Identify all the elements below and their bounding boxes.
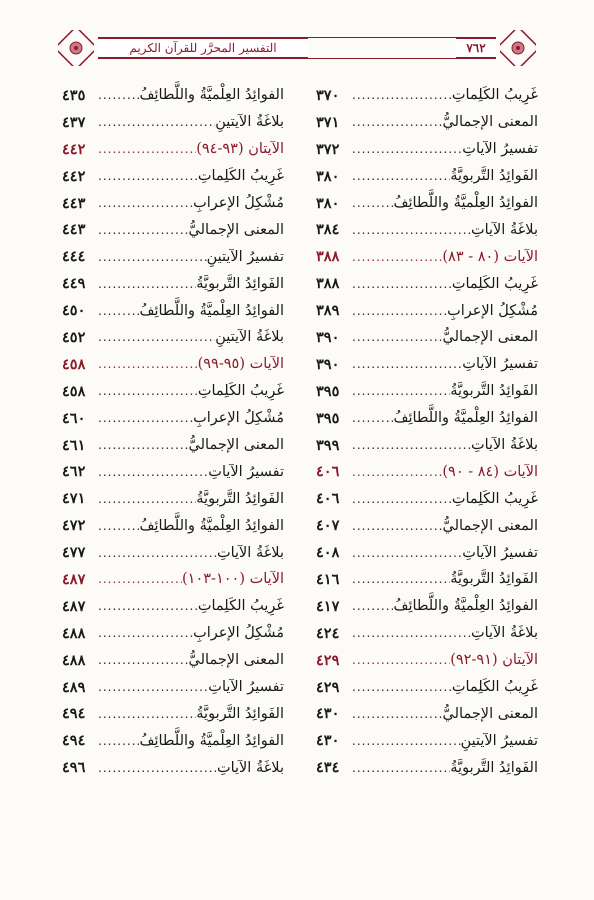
dot-leader — [350, 88, 452, 102]
dot-leader — [96, 384, 198, 398]
toc-entry-page: ٣٨٨ — [316, 275, 340, 293]
toc-entry — [316, 593, 538, 620]
toc-entry-page: ٤٩٤ — [62, 705, 86, 723]
dot-leader — [350, 250, 442, 264]
toc-entry-title: الفَوائِدُ التَّربويَّةُ — [450, 759, 538, 776]
toc-entry — [316, 190, 538, 217]
page-header — [58, 30, 536, 66]
toc-section-heading — [62, 566, 284, 593]
toc-entry — [316, 378, 538, 405]
toc-entry-page: ٣٩٠ — [316, 355, 340, 373]
toc-entry — [62, 82, 284, 109]
toc-entry-page: ٤٩٦ — [62, 759, 86, 777]
toc-entry-page: ٤٧٧ — [62, 544, 86, 562]
dot-leader — [350, 626, 471, 640]
toc-entry-page: ٤١٦ — [316, 570, 340, 588]
toc-entry — [316, 566, 538, 593]
toc-section-heading — [316, 647, 538, 674]
toc-entry — [62, 727, 284, 754]
toc-entry-page: ٤٠٦ — [316, 463, 340, 481]
toc-entry-title: غَرِيبُ الكَلِماتِ — [197, 598, 284, 615]
dot-leader — [350, 546, 462, 560]
toc-entry — [316, 754, 538, 781]
toc-entry-page: ٤٣٥ — [62, 86, 86, 104]
toc-entry-page: ٤٠٨ — [316, 544, 340, 562]
toc-entry-title: المعنى الإجماليُّ — [188, 221, 284, 238]
toc-entry — [316, 539, 538, 566]
dot-leader — [96, 761, 217, 775]
toc-entry — [62, 620, 284, 647]
dot-leader — [350, 465, 442, 479]
dot-leader — [96, 680, 208, 694]
toc-entry-page: ٤١٧ — [316, 597, 340, 615]
toc-entry-title: تفسيرُ الآياتِ — [208, 679, 284, 696]
toc-entry — [316, 82, 538, 109]
toc-entry-title: بلاغَةُ الآياتِ — [216, 544, 284, 561]
toc-entry — [62, 190, 284, 217]
toc-entry-title: المعنى الإجماليُّ — [442, 114, 538, 131]
header-title-band — [98, 37, 308, 59]
book-title: التفسير المحرَّر للقرآن الكريم — [129, 41, 277, 55]
table-of-contents — [62, 82, 538, 882]
dot-leader — [350, 115, 443, 129]
toc-entry-page: ٤٢٩ — [316, 678, 340, 696]
toc-entry — [62, 593, 284, 620]
toc-entry-title: تفسيرُ الآياتِ — [462, 356, 538, 373]
toc-entry-page: ٤٢٩ — [316, 651, 340, 669]
toc-entry-page: ٤٦١ — [62, 436, 86, 454]
dot-leader — [96, 142, 196, 156]
toc-entry-page: ٤٨٧ — [62, 597, 86, 615]
toc-section-heading — [62, 136, 284, 163]
toc-entry-title: الفَوائِدُ التَّربويَّةُ — [450, 168, 538, 185]
toc-entry-title: المعنى الإجماليُّ — [188, 652, 284, 669]
toc-entry-title: الآيتان (٩١-٩٢) — [450, 652, 538, 669]
dot-leader — [350, 384, 450, 398]
toc-entry-page: ٣٩٥ — [316, 382, 340, 400]
toc-section-heading — [62, 351, 284, 378]
toc-entry-title: الفوائِدُ العِلْميَّةُ واللَّطائِفُ — [139, 517, 284, 534]
toc-entry-title: تفسيرُ الآيتينِ — [460, 732, 538, 749]
toc-entry-title: الفَوائِدُ التَّربويَّةُ — [196, 275, 284, 292]
dot-leader — [96, 546, 217, 560]
dot-leader — [96, 411, 193, 425]
toc-entry-page: ٣٧٠ — [316, 86, 340, 104]
toc-entry-title: غَرِيبُ الكَلِماتِ — [197, 168, 284, 185]
toc-entry — [316, 620, 538, 647]
toc-entry-title: المعنى الإجماليُّ — [442, 517, 538, 534]
toc-entry-page: ٣٨٠ — [316, 194, 340, 212]
toc-entry-title: الآيات (٨٠ - ٨٣) — [442, 248, 538, 265]
toc-entry-page: ٤٨٨ — [62, 651, 86, 669]
dot-leader — [96, 599, 198, 613]
toc-entry-page: ٣٩٩ — [316, 436, 340, 454]
dot-leader — [96, 304, 139, 318]
dot-leader — [350, 761, 450, 775]
toc-entry-page: ٣٨٨ — [316, 248, 340, 266]
toc-entry-page: ٣٨٩ — [316, 302, 340, 320]
toc-entry-title: غَرِيبُ الكَلِماتِ — [197, 383, 284, 400]
toc-entry-page: ٣٧١ — [316, 113, 340, 131]
toc-entry-page: ٤٦٠ — [62, 409, 86, 427]
dot-leader — [96, 519, 139, 533]
toc-entry-title: تفسيرُ الآيتينِ — [206, 248, 284, 265]
toc-entry-page: ٤٤٢ — [62, 167, 86, 185]
toc-entry-page: ٤٧١ — [62, 490, 86, 508]
toc-entry-title: الآيات (٨٤ - ٩٠) — [442, 463, 538, 480]
toc-entry — [62, 216, 284, 243]
toc-entry-title: بلاغَةُ الآياتِ — [216, 759, 284, 776]
toc-entry-page: ٤٣٧ — [62, 113, 86, 131]
toc-entry-title: الفَوائِدُ التَّربويَّةُ — [450, 571, 538, 588]
dot-leader — [96, 653, 189, 667]
dot-leader — [96, 169, 198, 183]
toc-entry — [316, 136, 538, 163]
toc-entry-title: غَرِيبُ الكَلِماتِ — [451, 679, 538, 696]
toc-entry-title: غَرِيبُ الكَلِماتِ — [451, 490, 538, 507]
toc-entry-title: الآيات (٩٥-٩٩) — [197, 356, 284, 373]
toc-entry-page: ٤٤٩ — [62, 275, 86, 293]
toc-entry-title: مُشْكِلُ الإعرابِ — [193, 625, 284, 642]
page-number: ٧٦٢ — [466, 41, 486, 55]
toc-entry-title: بلاغَةُ الآيتينِ — [215, 329, 284, 346]
toc-entry — [62, 485, 284, 512]
toc-entry — [62, 405, 284, 432]
toc-entry-page: ٤٠٧ — [316, 517, 340, 535]
dot-leader — [96, 465, 208, 479]
toc-entry-title: بلاغَةُ الآيتينِ — [215, 114, 284, 131]
dot-leader — [350, 411, 393, 425]
toc-entry — [62, 378, 284, 405]
dot-leader — [350, 223, 471, 237]
toc-entry-page: ٤٨٩ — [62, 678, 86, 696]
dot-leader — [96, 626, 193, 640]
toc-entry-title: مُشْكِلُ الإعرابِ — [193, 410, 284, 427]
dot-leader — [350, 169, 450, 183]
dot-leader — [96, 572, 182, 586]
toc-entry-title: مُشْكِلُ الإعرابِ — [447, 302, 538, 319]
toc-entry-title: الفوائِدُ العِلْميَّةُ واللَّطائِفُ — [139, 302, 284, 319]
toc-entry-page: ٤٢٤ — [316, 624, 340, 642]
toc-entry — [62, 270, 284, 297]
toc-entry-title: الفوائِدُ العِلْميَّةُ واللَّطائِفُ — [139, 732, 284, 749]
toc-entry-title: غَرِيبُ الكَلِماتِ — [451, 275, 538, 292]
toc-entry — [62, 700, 284, 727]
toc-entry-title: الفَوائِدُ التَّربويَّةُ — [196, 490, 284, 507]
toc-entry-title: بلاغَةُ الآياتِ — [470, 625, 538, 642]
dot-leader — [96, 707, 196, 721]
toc-entry-page: ٤٨٨ — [62, 624, 86, 642]
dot-leader — [96, 250, 207, 264]
toc-entry-title: الفَوائِدُ التَّربويَّةُ — [450, 383, 538, 400]
toc-entry — [62, 109, 284, 136]
dot-leader — [350, 142, 462, 156]
toc-entry-page: ٤٧٢ — [62, 517, 86, 535]
toc-entry-title: بلاغَةُ الآياتِ — [470, 437, 538, 454]
toc-entry-title: تفسيرُ الآياتِ — [208, 463, 284, 480]
dot-leader — [350, 680, 452, 694]
toc-entry — [316, 512, 538, 539]
dot-leader — [350, 196, 393, 210]
dot-leader — [96, 115, 215, 129]
toc-entry-title: تفسيرُ الآياتِ — [462, 141, 538, 158]
toc-entry-page: ٤٩٤ — [62, 732, 86, 750]
toc-entry — [316, 270, 538, 297]
dot-leader — [96, 88, 139, 102]
toc-entry-title: غَرِيبُ الكَلِماتِ — [451, 87, 538, 104]
dot-leader — [350, 572, 450, 586]
toc-entry-title: مُشْكِلُ الإعرابِ — [193, 195, 284, 211]
toc-entry-title: المعنى الإجماليُّ — [442, 329, 538, 346]
toc-entry-page: ٤٥٢ — [62, 328, 86, 346]
toc-entry — [316, 485, 538, 512]
toc-entry-title: الفوائِدُ العِلْميَّةُ واللَّطائِفُ — [393, 410, 538, 427]
dot-leader — [350, 519, 443, 533]
dot-leader — [350, 734, 461, 748]
dot-leader — [350, 599, 393, 613]
toc-entry-page: ٣٧٢ — [316, 140, 340, 158]
floral-ornament-icon — [500, 30, 536, 66]
toc-entry-title: الفوائِدُ العِلْميَّةُ واللَّطائِفُ — [393, 195, 538, 211]
toc-entry-page: ٤٦٢ — [62, 463, 86, 481]
toc-entry-title: المعنى الإجماليُّ — [188, 437, 284, 454]
toc-entry — [62, 754, 284, 781]
toc-entry-page: ٤٣٤ — [316, 759, 340, 777]
toc-entry-title: الفَوائِدُ التَّربويَّةُ — [196, 705, 284, 722]
toc-entry-page: ٣٩٠ — [316, 328, 340, 346]
toc-entry — [62, 324, 284, 351]
dot-leader — [350, 438, 471, 452]
toc-left-column — [62, 82, 284, 781]
toc-entry-page: ٤٣٠ — [316, 732, 340, 750]
toc-entry — [62, 458, 284, 485]
floral-ornament-icon — [58, 30, 94, 66]
toc-entry-page: ٤٣٠ — [316, 705, 340, 723]
toc-entry-page: ٤٤٢ — [62, 140, 86, 158]
dot-leader — [350, 304, 447, 318]
toc-entry — [316, 405, 538, 432]
toc-entry-page: ٣٩٥ — [316, 409, 340, 427]
dot-leader — [350, 707, 443, 721]
toc-entry-title: الفوائِدُ العِلْميَّةُ واللَّطائِفُ — [393, 598, 538, 615]
toc-entry-page: ٤٤٤ — [62, 248, 86, 266]
toc-entry-page: ٤٨٧ — [62, 570, 86, 588]
header-divider — [308, 37, 456, 59]
toc-entry — [316, 432, 538, 459]
dot-leader — [96, 492, 196, 506]
toc-entry — [62, 297, 284, 324]
dot-leader — [96, 277, 196, 291]
dot-leader — [350, 330, 443, 344]
dot-leader — [96, 330, 215, 344]
toc-entry — [316, 163, 538, 190]
dot-leader — [96, 438, 189, 452]
toc-entry — [316, 297, 538, 324]
toc-entry — [316, 727, 538, 754]
dot-leader — [350, 653, 450, 667]
toc-section-heading — [316, 243, 538, 270]
dot-leader — [96, 734, 139, 748]
dot-leader — [96, 223, 189, 237]
toc-entry — [62, 539, 284, 566]
header-page-band — [456, 37, 496, 59]
toc-entry — [316, 674, 538, 701]
dot-leader — [350, 277, 452, 291]
toc-entry-title: الآيات (١٠٠-١٠٣) — [182, 571, 284, 588]
toc-entry-title: المعنى الإجماليُّ — [442, 705, 538, 722]
toc-section-heading — [316, 458, 538, 485]
toc-entry — [62, 163, 284, 190]
toc-entry-page: ٤٥٨ — [62, 382, 86, 400]
toc-entry-page: ٣٨٠ — [316, 167, 340, 185]
dot-leader — [350, 357, 462, 371]
toc-entry — [316, 700, 538, 727]
toc-entry-title: الفوائِدُ العِلْميَّةُ واللَّطائِفُ — [139, 87, 284, 104]
toc-entry — [62, 674, 284, 701]
dot-leader — [96, 357, 198, 371]
toc-entry-page: ٤٤٣ — [62, 194, 86, 212]
dot-leader — [96, 196, 193, 210]
toc-right-column — [316, 82, 538, 781]
toc-entry — [62, 432, 284, 459]
toc-entry — [62, 647, 284, 674]
toc-entry — [316, 351, 538, 378]
toc-entry-title: تفسيرُ الآياتِ — [462, 544, 538, 561]
toc-entry-page: ٤٠٦ — [316, 490, 340, 508]
dot-leader — [350, 492, 452, 506]
toc-entry-page: ٤٥٨ — [62, 355, 86, 373]
toc-entry-title: بلاغَةُ الآياتِ — [470, 221, 538, 238]
toc-entry-page: ٤٥٠ — [62, 302, 86, 320]
toc-entry-page: ٤٤٣ — [62, 221, 86, 239]
toc-entry — [62, 243, 284, 270]
toc-entry — [316, 109, 538, 136]
toc-entry — [316, 324, 538, 351]
toc-entry — [316, 216, 538, 243]
toc-entry-page: ٣٨٤ — [316, 221, 340, 239]
toc-entry — [62, 512, 284, 539]
toc-entry-title: الآيتان (٩٣-٩٤) — [196, 141, 284, 158]
